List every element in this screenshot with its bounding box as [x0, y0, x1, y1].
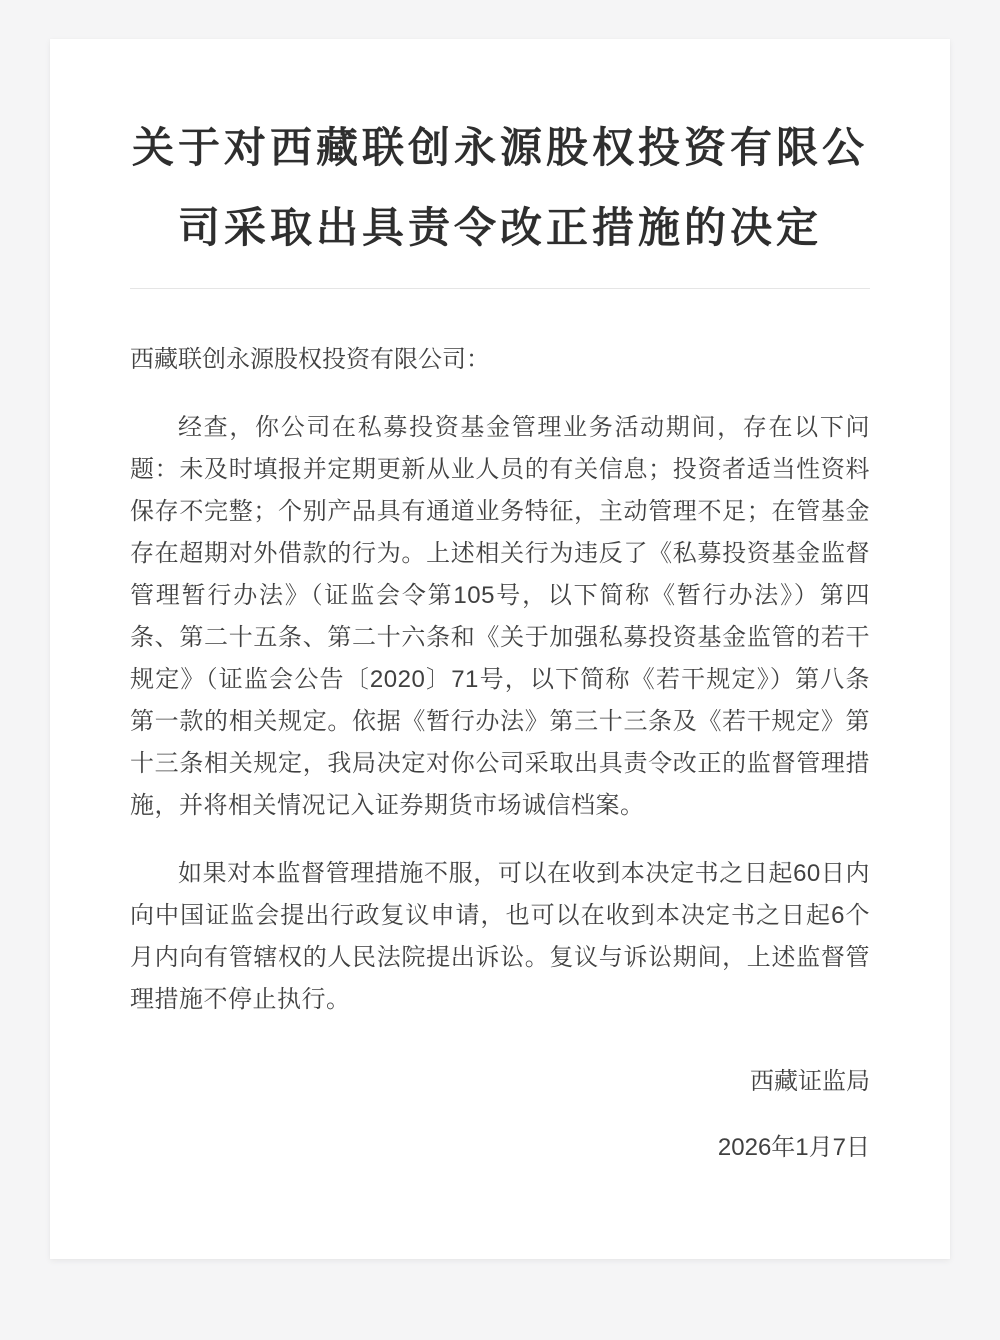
body-paragraph-2: 如果对本监督管理措施不服，可以在收到本决定书之日起60日内向中国证监会提出行政复议申请，也可以在收到本决定书之日起6个月内向有管辖权的人民法院提出诉讼。复议与诉讼期间，上述监督管理措施不停止执行。 [130, 860, 870, 1013]
body-paragraph-1: 经查，你公司在私募投资基金管理业务活动期间，存在以下问题：未及时填报并定期更新从业人员的有关信息；投资者适当性资料保存不完整；个别产品具有通道业务特征，主动管理不足；在管基金存在超期对外借款的行为。上述相关行为违反了《私募投资基金监督管理暂行办法》（证监会令第105号，以下简称《暂行办法》）第四条、第二十五条、第二十六条和《关于加强私募投资基金监管的若干规定》（证监会公告〔2020〕71号，以下简称《若干规定》）第八条第一款的相关规定。依据《暂行办法》第三十三条及《若干规定》第十三条相关规定，我局决定对你公司采取出具责令改正的监督管理措施，并将相关情况记入证券期货市场诚信档案。 [130, 414, 870, 819]
document-title: 关于对西藏联创永源股权投资有限公司采取出具责令改正措施的决定 [131, 124, 868, 251]
salutation: 西藏联创永源股权投资有限公司： [130, 346, 490, 373]
signature-block [130, 1061, 870, 1169]
page-background [0, 39, 1000, 1340]
signature-date: 2026年1月7日 [717, 1134, 870, 1161]
document-card [50, 39, 950, 1259]
signature-org: 西藏证监局 [750, 1068, 870, 1095]
title-divider [130, 288, 870, 289]
